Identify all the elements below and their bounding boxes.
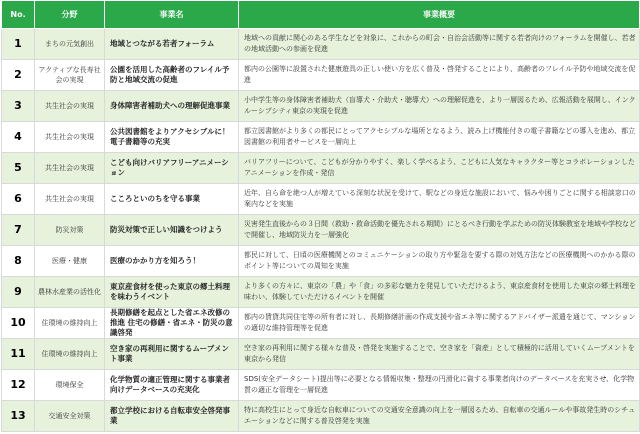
row-field: 住環境の維持向上 [35,339,105,370]
header-row [2,1,640,29]
row-field: 共生社会の実現 [35,153,105,184]
row-project-name: 地域とつながる若者フォーラム [105,29,239,60]
row-field: 共生社会の実現 [35,184,105,215]
row-number: 7 [2,215,35,246]
row-description: SDS(安全データシート)提出等に必要となる情報収集・整理の円滑化に資する事業者向けのデータベースを充実させ、化学物質の適正な管理を一層促進 [239,370,640,401]
table-row [2,308,640,339]
table-row [2,122,640,153]
header-name: 事業名 [105,1,239,29]
header-no: No. [2,1,35,29]
row-description: バリアフリーについて、こどもが分かりやすく、楽しく学べるよう、こどもに人気なキャラクター等とコラボレーションしたアニメーションを作成・発信 [239,153,640,184]
row-description: 都民に対して、日頃の医療機関とのコミュニケーションの取り方や緊急を要する際の対処方法などの医療機関へのかかる際のポイント等についての周知を実施 [239,246,640,277]
row-field: 交通安全対策 [35,401,105,432]
row-number: 4 [2,122,35,153]
table-row [2,401,640,432]
row-description: 特に高校生にとって身近な自転車についての交通安全意識の向上を一層図るため、自転車の交通ルールや事故発生時のシチュエーションなどに関する普及啓発を実施 [239,401,640,432]
row-number: 8 [2,246,35,277]
table-row [2,370,640,401]
row-field: 住環境の維持向上 [35,308,105,339]
table-row [2,60,640,91]
row-number: 2 [2,60,35,91]
row-number: 6 [2,184,35,215]
row-project-name: こども向けバリアフリーアニメーション [105,153,239,184]
row-number: 13 [2,401,35,432]
row-project-name: 空き家の再利用に関するムーブメント事業 [105,339,239,370]
row-field: 環境保全 [35,370,105,401]
row-project-name: 化学物質の適正管理に関する事業者向けデータベースの充実化 [105,370,239,401]
row-project-name: 公共図書館をよりアクセシブルに！電子書籍等の充実 [105,122,239,153]
table-row [2,215,640,246]
header-desc: 事業概要 [239,1,640,29]
row-number: 10 [2,308,35,339]
row-field: まちの元気創出 [35,29,105,60]
row-project-name: こころといのちを守る事業 [105,184,239,215]
header-field: 分野 [35,1,105,29]
row-description: 都内の賃貸共同住宅等の所有者に対し、長期修繕計画の作成支援や省エネ等に関するアドバイザー派遣を通じて、マンションの適切な維持管理等を促進 [239,308,640,339]
row-description: 都立図書館がより多くの都民にとってアクセシブルな場所となるよう、読み上げ機能付きの電子書籍などの導入を進め、都立図書館の利用者サービスを一層向上 [239,122,640,153]
row-field: 防災対策 [35,215,105,246]
row-project-name: 防災対策で正しい知識をつけよう [105,215,239,246]
row-description: 災害発生直後からの３日間（救助・救命活動を優先される期間）にとるべき行動を学ぶための防災体験教室を地域や学校などで開催し、地域防災力を一層強化 [239,215,640,246]
row-project-name: 身体障害者補助犬への理解促進事業 [105,91,239,122]
table-row [2,339,640,370]
row-project-name: 長期修繕を起点とした省エネ改修の推進 住宅の修繕・省エネ・防災の意識啓発 [105,308,239,339]
row-number: 3 [2,91,35,122]
row-number: 11 [2,339,35,370]
table-row [2,246,640,277]
projects-table [1,0,640,432]
row-description: 近年、自ら命を絶つ人が増えている深刻な状況を受けて、駅などの身近な施設において、悩みや困りごとに関する相談窓口の案内などを実施 [239,184,640,215]
row-project-name: 公園を活用した高齢者のフレイル予防と地域交流の促進 [105,60,239,91]
row-number: 5 [2,153,35,184]
row-project-name: 東京産食材を使った東京の郷土料理を味わうイベント [105,277,239,308]
row-field: 共生社会の実現 [35,122,105,153]
row-field: 農林水産業の活性化 [35,277,105,308]
row-description: より多くの方々に、東京の「農」や「食」の多彩な魅力を発見していただけるよう、東京産食材を使用した東京の郷土料理を味わい、体験していただけるイベントを開催 [239,277,640,308]
row-number: 12 [2,370,35,401]
row-description: 地域への貢献に関心のある学生などを対象に、これからの町会・自治会活動等に関する若者向けのフォーラムを開催し、若者の地域活動への参画を促進 [239,29,640,60]
row-number: 1 [2,29,35,60]
row-number: 9 [2,277,35,308]
table-row [2,91,640,122]
table-row [2,277,640,308]
row-description: 空き家の再利用に関する様々な普及・啓発を実施することで、空き家を「資産」として積極的に活用していくムーブメントを東京から発信 [239,339,640,370]
row-project-name: 都立学校における自転車安全啓発事業 [105,401,239,432]
table-row [2,29,640,60]
table-row [2,153,640,184]
row-description: 都内の公園等に設置された健康遊具の正しい使い方を広く普及・啓発することにより、高齢者のフレイル予防や地域交流を促進 [239,60,640,91]
row-field: 共生社会の実現 [35,91,105,122]
row-project-name: 医療のかかり方を知ろう！ [105,246,239,277]
table-row [2,184,640,215]
row-field: 医療・健康 [35,246,105,277]
row-description: 小中学生等の身体障害者補助犬（盲導犬・介助犬・聴導犬）への理解促進を、より一層図るため、広報活動を展開し、インクルーシブシティ東京の実現を促進 [239,91,640,122]
row-field: アクティブな長寿社会の実現 [35,60,105,91]
